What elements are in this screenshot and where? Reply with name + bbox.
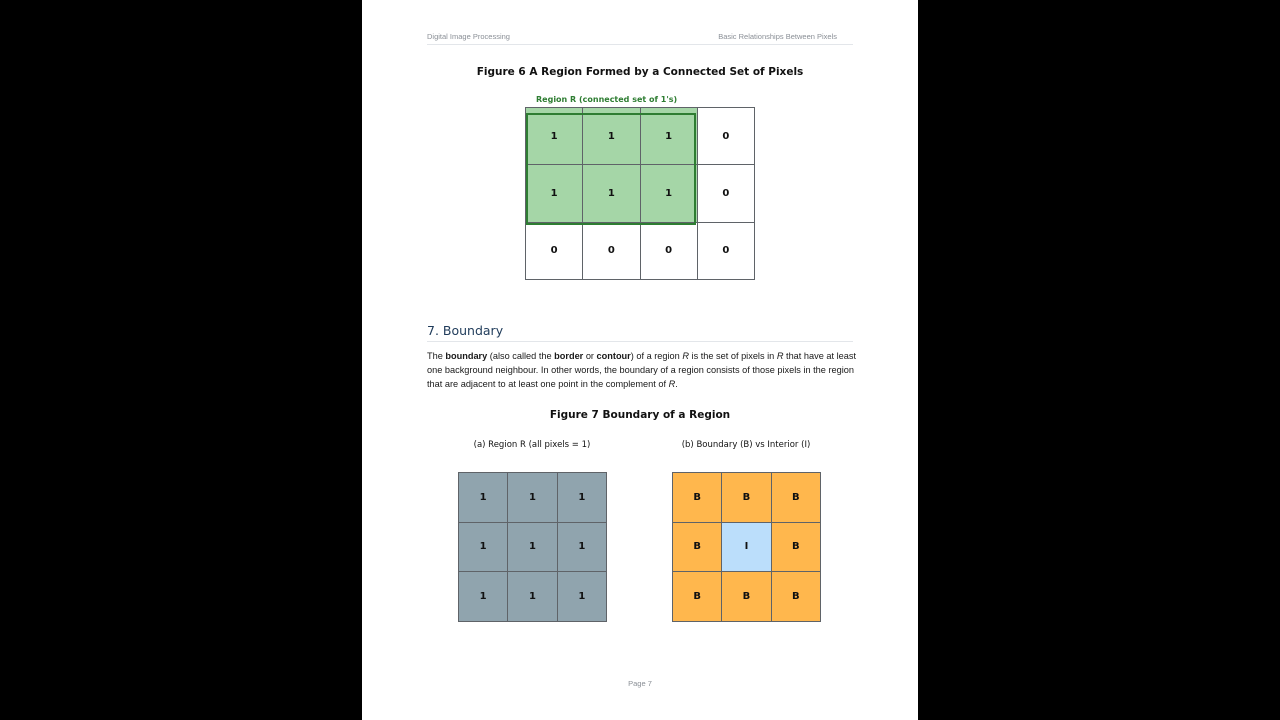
boundary-cell: B	[772, 572, 821, 622]
pixel-cell: 1	[508, 572, 557, 622]
figure7-region-grid	[458, 472, 607, 622]
figure6-title: Figure 6 A Region Formed by a Connected Set of Pixels	[476, 66, 804, 78]
section7-paragraph: The boundary (also called the border or contour) of a region R is the set of pixels in R that have at least one background neighbour. In other words, the boundary of a region consists of those pixels in the region that are adjacent to at least one point in the complement of R.	[427, 351, 856, 390]
pixel-cell: 1	[459, 523, 508, 573]
pixel-cell: 1	[558, 523, 607, 573]
running-header-right: Basic Relationships Between Pixels	[718, 32, 837, 41]
pixel-cell: 1	[641, 108, 698, 165]
pixel-cell: 1	[641, 165, 698, 222]
pixel-cell: 0	[698, 165, 755, 222]
pixel-cell: 1	[459, 473, 508, 523]
section-rule	[427, 341, 853, 342]
figure7-a-label: (a) Region R (all pixels = 1)	[473, 440, 591, 450]
pixel-cell: 1	[459, 572, 508, 622]
page-number: Page 7	[628, 679, 652, 688]
boundary-cell: B	[673, 523, 722, 573]
header-rule	[427, 44, 853, 45]
region-r-outline	[526, 113, 696, 225]
pixel-cell: 0	[641, 223, 698, 280]
term-boundary: boundary	[445, 351, 488, 361]
term-border: border	[554, 351, 584, 361]
boundary-cell: B	[772, 473, 821, 523]
pixel-cell: 1	[508, 473, 557, 523]
interior-cell: I	[722, 523, 771, 573]
boundary-cell: B	[673, 572, 722, 622]
running-header-left: Digital Image Processing	[427, 32, 510, 41]
figure7-boundary-grid	[672, 472, 821, 622]
pixel-cell: 0	[583, 223, 640, 280]
pixel-cell: 0	[698, 108, 755, 165]
pixel-cell: 1	[583, 108, 640, 165]
pixel-cell: 0	[698, 223, 755, 280]
figure7-b-label: (b) Boundary (B) vs Interior (I)	[681, 440, 811, 450]
boundary-cell: B	[722, 572, 771, 622]
pixel-cell: 1	[508, 523, 557, 573]
figure7-title: Figure 7 Boundary of a Region	[549, 409, 731, 421]
term-contour: contour	[596, 351, 631, 361]
section7-heading: 7. Boundary	[427, 323, 504, 338]
pixel-cell: 1	[526, 108, 583, 165]
boundary-cell: B	[673, 473, 722, 523]
pixel-cell: 1	[558, 473, 607, 523]
pixel-cell: 1	[558, 572, 607, 622]
document-page	[362, 0, 918, 720]
pixel-cell: 1	[583, 165, 640, 222]
pixel-cell: 0	[526, 223, 583, 280]
boundary-cell: B	[722, 473, 771, 523]
pixel-cell: 1	[526, 165, 583, 222]
figure6-region-label: Region R (connected set of 1's)	[536, 95, 678, 104]
boundary-cell: B	[772, 523, 821, 573]
